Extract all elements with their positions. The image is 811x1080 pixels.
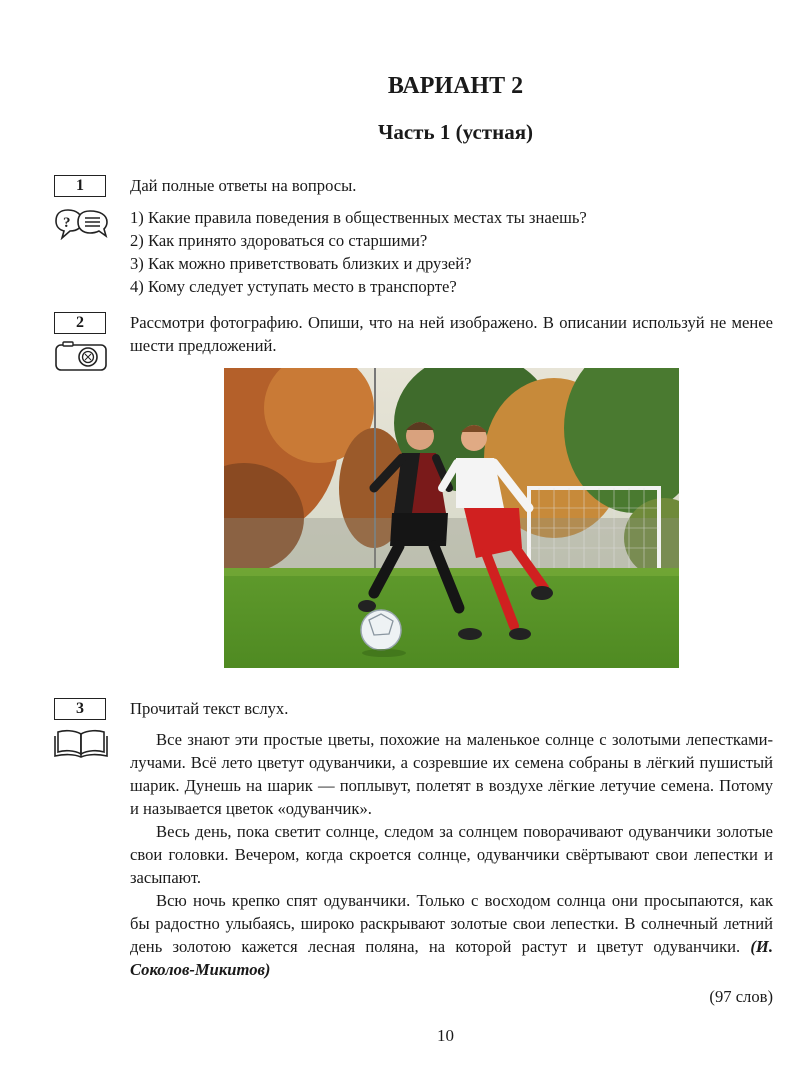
variant-title: ВАРИАНТ 2 [387, 73, 524, 99]
task-number-3: 3 [54, 698, 106, 720]
task1-prompt: Дай полные ответы на вопросы. [130, 176, 357, 195]
task2-prompt: Рассмотри фотографию. Опиши, что на ней изображено. В описании используй не менее шести предложений. [130, 313, 773, 355]
task1-question: 3) Как можно приветствовать близких и друзей? [130, 254, 472, 273]
svg-text:?: ? [63, 215, 71, 231]
text-paragraph: Весь день, пока светит солнце, следом за солнцем поворачивают одуванчики золотые свои головки. Вечером, когда скроется солнце, одуванчики свёртывают свои лепестки и засыпают. [130, 822, 773, 887]
task1-question: 4) Кому следует уступать место в транспорте? [130, 277, 457, 296]
task1-question: 1) Какие правила поведения в общественных местах ты знаешь? [130, 208, 587, 227]
part-title: Часть 1 (устная) [377, 120, 534, 144]
task3-prompt: Прочитай текст вслух. [130, 699, 289, 718]
text-paragraph [130, 889, 773, 981]
text-paragraph: Все знают эти простые цветы, похожие на маленькое солнце с золотыми лепестками-лучами. Всё лето цветут одуванчики, а созревшие их семена собраны в лёгкий пушистый шарик. Дунешь на шарик — поплывут, полетят в воздухе лёгкие летучие семена. Потому и называется цветок «одуванчик». [130, 730, 773, 818]
text-paragraph-body: Всю ночь крепко спят одуванчики. Только с восходом солнца они просыпаются, как бы радостно улыбаясь, широко раскрывают золотые свои лепестки. В солнечный летний день золотою кажется лесная поляна, на которой растут и цветут одуванчики. [130, 891, 773, 956]
football-photo [224, 368, 679, 668]
task3-content [130, 697, 773, 1008]
task-number-1: 1 [54, 175, 106, 197]
task-number-2: 2 [54, 312, 106, 334]
open-book-icon [54, 728, 108, 758]
author-attribution: (И. Соколов-Микитов) [130, 937, 773, 979]
camera-icon [54, 340, 108, 372]
speech-bubbles-icon [54, 206, 108, 240]
task1-question: 2) Как принято здороваться со старшими? [130, 231, 428, 250]
task1-content [130, 174, 773, 298]
word-count: (97 слов) [709, 987, 773, 1006]
page-number: 10 [437, 1026, 454, 1045]
